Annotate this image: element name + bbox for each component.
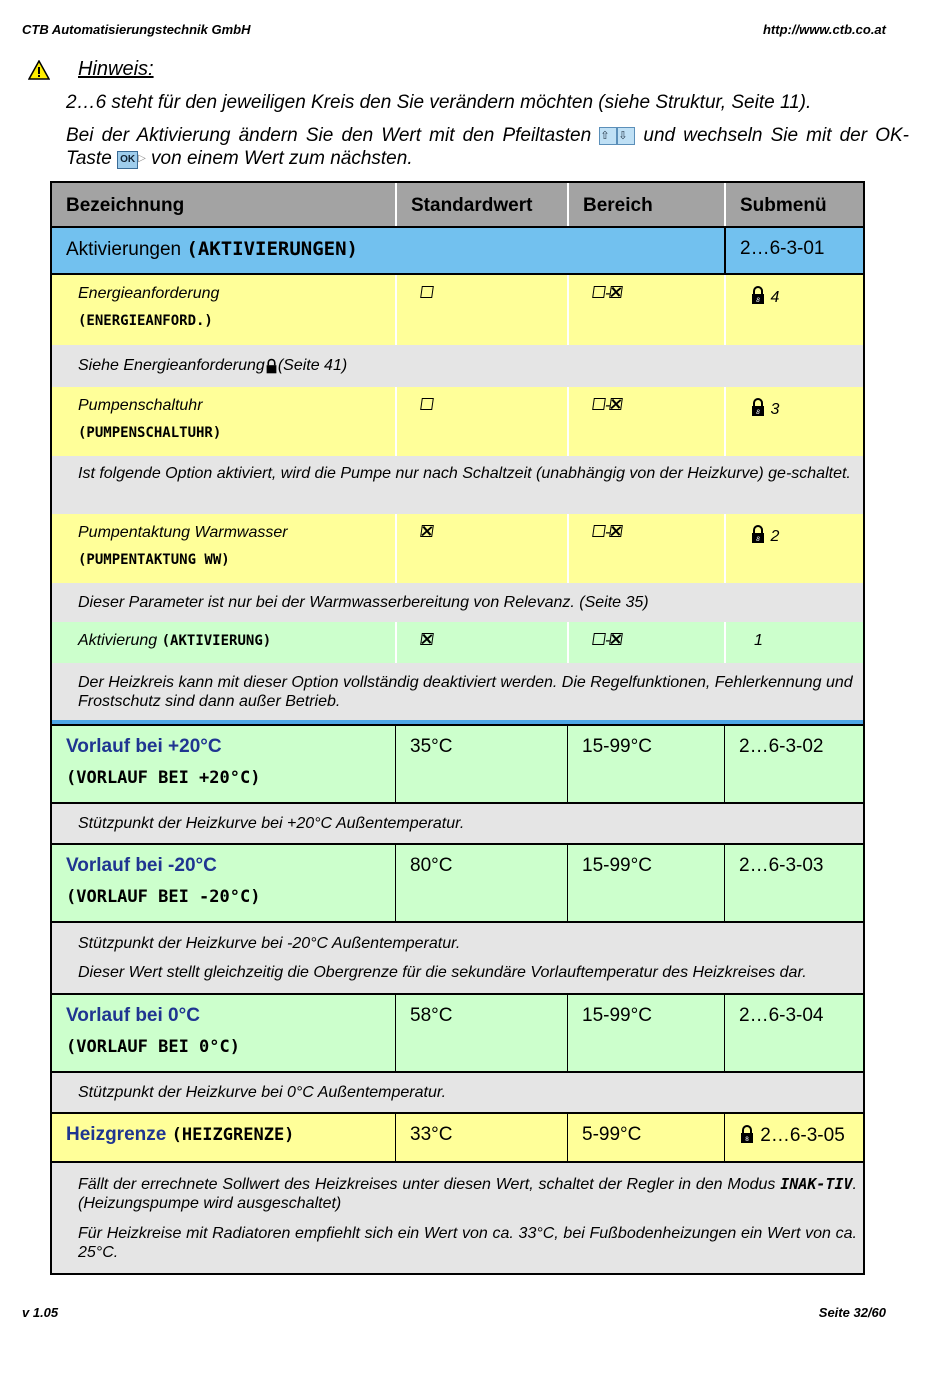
col-header-name: Bezeichnung: [66, 195, 185, 216]
lock-icon: [750, 397, 766, 417]
col-header-default: Standardwert: [395, 183, 567, 226]
table-row-vorlauf-minus20: [52, 843, 863, 923]
checkbox-unchecked-icon: [592, 633, 606, 645]
param-code: (VORLAUF BEI +20°C): [66, 768, 261, 788]
checkbox-checked-icon: [420, 525, 434, 537]
param-range: 15-99°C: [567, 726, 724, 802]
table-row-aktivierung: Aktivierung (AKTIVIERUNG) - 1: [52, 622, 863, 663]
checkbox-checked-icon: [609, 286, 623, 298]
checkbox-unchecked-icon: [592, 525, 606, 537]
note-paragraph-1: 2…6 steht für den jeweiligen Kreis den Sie verändern möchten (siehe Struktur, Seite 11).: [66, 92, 812, 113]
arrow-up-key-icon: ⇧: [599, 127, 617, 145]
svg-text:8: 8: [745, 1136, 749, 1143]
checkbox-unchecked-icon: [592, 398, 606, 410]
desc-row-vorlauf-0: Stützpunkt der Heizkurve bei 0°C Außentemperatur.: [52, 1073, 863, 1112]
checkbox-unchecked-icon: [420, 286, 434, 298]
footer-page: Seite 32/60: [818, 1305, 886, 1320]
desc-row-aktivierung: Der Heizkreis kann mit dieser Option vollständig deaktiviert werden. Die Regelfunktionen, Fehlerkennung und Frostschutz sind dann außer Betrieb.: [52, 663, 863, 724]
param-submenu: 2…6-3-04: [724, 995, 863, 1071]
access-level: 3: [770, 401, 780, 418]
checkbox-unchecked-icon: [592, 286, 606, 298]
desc-row-pumpen: Ist folgende Option aktiviert, wird die Pumpe nur nach Schaltzeit (unabhängig von der Heizkurve) ge-schaltet.: [52, 456, 863, 514]
checkbox-unchecked-icon: [420, 398, 434, 410]
param-label: Aktivierung: [78, 632, 158, 649]
lock-icon: [265, 357, 278, 375]
svg-text:8: 8: [756, 536, 760, 543]
col-header-submenu: Submenü: [724, 183, 863, 226]
section-label: Aktivierungen: [66, 239, 182, 260]
param-label: Vorlauf bei +20°C: [66, 736, 222, 757]
svg-text:8: 8: [756, 297, 760, 304]
desc-row-heizgrenze: Fällt der errechnete Sollwert des Heizkreises unter diesen Wert, schaltet der Regler in den Modus INAK-TIV. (Heizungspumpe wird ausgeschaltet) Für Heizkreise mit Radiatoren empfiehlt sich ein Wert von ca. 33°C, bei Fußbodenheizungen ein Wert von ca. 25°C.: [52, 1163, 863, 1273]
lock-icon: [739, 1124, 755, 1144]
desc-row-energie: Siehe Energieanforderung (Seite 41): [52, 345, 863, 387]
section-row-aktivierungen: [52, 228, 863, 275]
table-row-vorlauf-0: [52, 993, 863, 1073]
param-code: (VORLAUF BEI 0°C): [66, 1037, 240, 1057]
param-label: Vorlauf bei -20°C: [66, 855, 217, 876]
param-code: (AKTIVIERUNG): [161, 633, 272, 649]
param-default: 80°C: [395, 845, 567, 921]
access-level: 4: [770, 289, 780, 306]
header-company: CTB Automatisierungstechnik GmbH: [22, 22, 251, 37]
param-code: (HEIZGRENZE): [171, 1125, 295, 1145]
checkbox-checked-icon: [420, 633, 434, 645]
note-heading: [28, 58, 154, 81]
svg-text:8: 8: [756, 409, 760, 416]
param-code: (PUMPENSCHALTUHR): [78, 425, 222, 441]
play-triangle-icon: ▷: [138, 153, 146, 164]
access-level: 2: [770, 528, 780, 545]
table-row-vorlauf-plus20: [52, 724, 863, 804]
warning-icon: [28, 60, 50, 80]
desc-row-vorlauf-minus20: Stützpunkt der Heizkurve bei -20°C Außentemperatur. Dieser Wert stellt gleichzeitig die Obergrenze für die sekundäre Vorlauftemperatur des Heizkreises dar.: [52, 923, 863, 993]
checkbox-checked-icon: [609, 633, 623, 645]
lock-icon: [750, 285, 766, 305]
param-range: 5-99°C: [567, 1114, 724, 1161]
table-row-heizgrenze: [52, 1112, 863, 1163]
section-submenu: 2…6-3-01: [724, 228, 863, 273]
arrow-down-key-icon: ⇩: [617, 127, 635, 145]
col-header-range: Bereich: [567, 183, 724, 226]
table-row-energie: Energieanforderung (ENERGIEANFORD.) - 8 4: [52, 275, 863, 345]
param-label: Pumpenschaltuhr: [78, 397, 203, 414]
table-header: [52, 183, 863, 228]
header-url[interactable]: http://www.ctb.co.at: [762, 22, 886, 37]
table-row-pumpen: Pumpenschaltuhr (PUMPENSCHALTUHR) - 8 3: [52, 387, 863, 456]
footer-version: v 1.05: [22, 1305, 59, 1320]
parameter-table: [50, 181, 865, 1275]
param-code: (VORLAUF BEI -20°C): [66, 887, 261, 907]
param-default: 58°C: [395, 995, 567, 1071]
section-code: (AKTIVIERUNGEN): [186, 238, 358, 260]
note-title: Hinweis:: [78, 58, 154, 80]
param-code: (ENERGIEANFORD.): [78, 313, 213, 329]
param-range: 15-99°C: [567, 995, 724, 1071]
param-default: 33°C: [395, 1114, 567, 1161]
param-submenu: 2…6-3-02: [724, 726, 863, 802]
param-label: Heizgrenze: [66, 1124, 167, 1145]
param-submenu: 2…6-3-05: [760, 1125, 845, 1146]
lock-icon: [750, 524, 766, 544]
desc-row-vorlauf-plus20: Stützpunkt der Heizkurve bei +20°C Außentemperatur.: [52, 804, 863, 843]
checkbox-checked-icon: [609, 525, 623, 537]
note-paragraph-2: Bei der Aktivierung ändern Sie den Wert mit den Pfeiltasten ⇧ ⇩ und wechseln Sie mit der OK-Taste OK ▷ von einem Wert zum nächsten.: [66, 125, 909, 169]
param-range: 15-99°C: [567, 845, 724, 921]
param-code: (PUMPENTAKTUNG WW): [78, 552, 230, 568]
param-submenu: 2…6-3-03: [724, 845, 863, 921]
table-row-taktung: Pumpentaktung Warmwasser (PUMPENTAKTUNG WW) - 8 2: [52, 514, 863, 583]
access-level: 1: [724, 622, 863, 663]
param-label: Pumpentaktung Warmwasser: [78, 524, 288, 541]
checkbox-checked-icon: [609, 398, 623, 410]
param-label: Energieanforderung: [78, 285, 220, 302]
param-label: Vorlauf bei 0°C: [66, 1005, 200, 1026]
desc-row-taktung: Dieser Parameter ist nur bei der Warmwasserbereitung von Relevanz. (Seite 35): [52, 583, 863, 622]
ok-key-icon: OK: [117, 151, 138, 169]
param-default: 35°C: [395, 726, 567, 802]
